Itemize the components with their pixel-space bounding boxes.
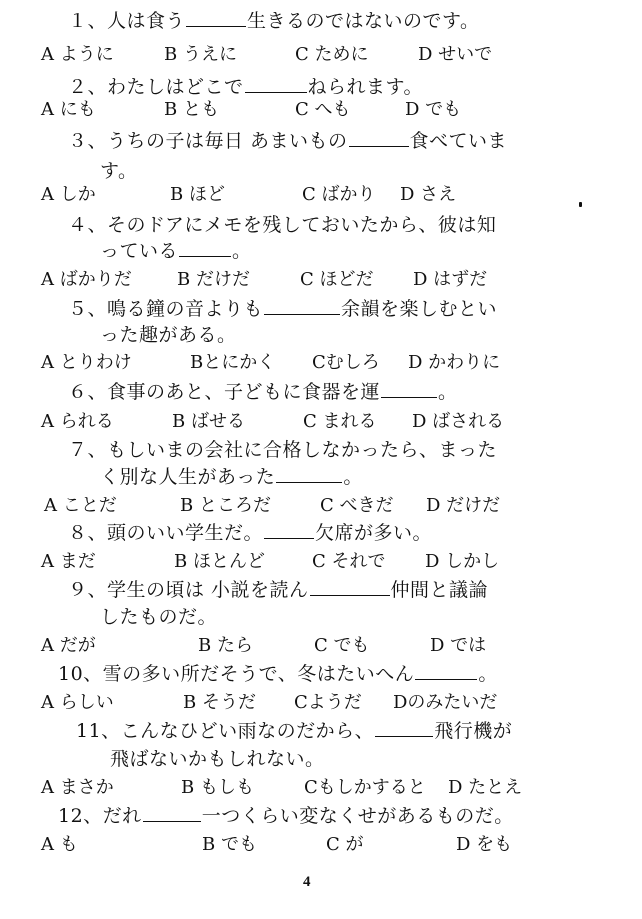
- question-text: したものだ。: [100, 606, 218, 628]
- question-3-option-B[interactable]: B ほど: [170, 184, 225, 205]
- question-9-option-C[interactable]: C でも: [314, 635, 370, 656]
- question-3-line-2: [100, 159, 137, 183]
- question-text: 生きるのではないのです。: [247, 10, 480, 32]
- question-text: 10、雪の多い所だそうで、冬はたいへん: [58, 663, 415, 685]
- question-1-option-C[interactable]: C ために: [295, 44, 369, 65]
- question-1-line-1: [68, 9, 480, 33]
- question-12-option-C[interactable]: C が: [326, 834, 364, 855]
- question-5-line-1: [68, 297, 497, 321]
- answer-blank[interactable]: [264, 297, 340, 315]
- question-text: った趣がある。: [100, 324, 237, 346]
- question-text: 飛ばないかもしれない。: [110, 748, 325, 770]
- question-text: ３、うちの子は毎日 あまいもの: [68, 130, 348, 152]
- question-12-option-A[interactable]: A も: [41, 834, 78, 855]
- answer-blank[interactable]: [179, 239, 231, 257]
- question-7-option-D[interactable]: D だけだ: [426, 495, 501, 516]
- question-1-option-D[interactable]: D せいで: [418, 44, 493, 65]
- question-text: す。: [100, 160, 138, 182]
- question-5-option-D[interactable]: D かわりに: [408, 352, 501, 373]
- question-text: ６、食事のあと、子どもに食器を運: [68, 381, 381, 403]
- answer-blank[interactable]: [276, 465, 342, 483]
- question-4-option-A[interactable]: A ばかりだ: [41, 269, 132, 290]
- answer-blank[interactable]: [415, 662, 477, 680]
- question-text: 仲間と議論: [390, 579, 489, 601]
- question-text: 11、こんなひどい雨なのだから、: [76, 720, 375, 742]
- answer-blank[interactable]: [375, 719, 433, 737]
- question-text: く別な人生があった: [100, 466, 276, 488]
- question-10-option-C[interactable]: Cようだ: [294, 692, 362, 713]
- question-text: 。: [478, 663, 498, 685]
- question-3-option-A[interactable]: A しか: [41, 184, 96, 205]
- question-9-line-2: [100, 605, 217, 629]
- question-4-option-C[interactable]: C ほどだ: [300, 269, 374, 290]
- question-2-line-1: [68, 75, 423, 99]
- answer-blank[interactable]: [264, 521, 314, 539]
- question-10-option-D[interactable]: Dのみたいだ: [393, 692, 498, 713]
- question-7-line-1: [68, 438, 497, 462]
- question-6-option-A[interactable]: A られる: [41, 411, 114, 432]
- question-5-option-B[interactable]: Bとにかく: [190, 352, 276, 373]
- question-1-option-B[interactable]: B うえに: [164, 44, 237, 65]
- question-11-option-A[interactable]: A まさか: [41, 777, 114, 798]
- answer-blank[interactable]: [186, 9, 246, 27]
- answer-blank[interactable]: [381, 380, 437, 398]
- question-6-line-1: [68, 380, 458, 404]
- question-5-option-C[interactable]: Cむしろ: [312, 352, 380, 373]
- speck-mark: [579, 202, 582, 207]
- question-text: 欠席が多い。: [315, 522, 433, 544]
- question-text: ねられます。: [307, 76, 423, 98]
- question-4-option-D[interactable]: D はずだ: [413, 269, 488, 290]
- question-9-option-B[interactable]: B たら: [198, 635, 253, 656]
- question-7-line-2: [100, 465, 363, 489]
- question-9-line-1: [68, 578, 488, 602]
- answer-blank[interactable]: [143, 804, 201, 822]
- question-11-line-2: [110, 747, 325, 771]
- question-8-option-C[interactable]: C それで: [312, 551, 386, 572]
- question-2-option-B[interactable]: B とも: [164, 99, 219, 120]
- question-9-option-D[interactable]: D では: [430, 635, 487, 656]
- page-number: 4: [303, 874, 311, 890]
- question-12-line-1: [58, 804, 514, 828]
- question-text: ４、そのドアにメモを残しておいたから、彼は知: [68, 214, 497, 236]
- question-4-line-2: [100, 239, 252, 263]
- question-7-option-A[interactable]: A ことだ: [44, 495, 117, 516]
- question-8-option-B[interactable]: B ほとんど: [174, 551, 265, 572]
- question-text: １、人は食う: [68, 10, 186, 32]
- question-7-option-B[interactable]: B ところだ: [180, 495, 271, 516]
- question-text: ２、わたしはどこで: [68, 76, 244, 98]
- question-text: 。: [438, 381, 458, 403]
- question-3-option-D[interactable]: D さえ: [400, 184, 457, 205]
- question-text: 一つくらい変なくせがあるものだ。: [201, 805, 514, 827]
- question-7-option-C[interactable]: C べきだ: [320, 495, 394, 516]
- question-text: 。: [343, 466, 363, 488]
- question-text: 余韻を楽しむとい: [341, 298, 498, 320]
- question-8-line-1: [68, 521, 432, 545]
- question-11-option-B[interactable]: B もしも: [181, 777, 254, 798]
- question-3-line-1: [68, 129, 507, 153]
- question-2-option-D[interactable]: D でも: [405, 99, 462, 120]
- question-8-option-D[interactable]: D しかし: [425, 551, 500, 572]
- question-10-line-1: [58, 662, 498, 686]
- question-2-option-A[interactable]: A にも: [41, 99, 96, 120]
- question-4-line-1: [68, 213, 496, 237]
- question-text: ９、学生の頃は 小説を読ん: [68, 579, 309, 601]
- answer-blank[interactable]: [349, 129, 409, 147]
- question-text: ５、鳴る鐘の音よりも: [68, 298, 264, 320]
- question-6-option-D[interactable]: D ばされる: [412, 411, 505, 432]
- question-text: ８、頭のいい学生だ。: [68, 522, 264, 544]
- question-10-option-A[interactable]: A らしい: [41, 692, 114, 713]
- question-9-option-A[interactable]: A だが: [41, 635, 96, 656]
- question-text: 。: [232, 240, 252, 262]
- question-12-option-D[interactable]: D をも: [456, 834, 513, 855]
- question-2-option-C[interactable]: C へも: [295, 99, 351, 120]
- question-text: っている: [100, 240, 179, 262]
- question-5-option-A[interactable]: A とりわけ: [41, 352, 132, 373]
- answer-blank[interactable]: [245, 75, 307, 93]
- question-11-option-C[interactable]: Cもしかすると: [304, 777, 426, 798]
- question-11-option-D[interactable]: D たとえ: [448, 777, 523, 798]
- question-6-option-B[interactable]: B ばせる: [172, 411, 245, 432]
- question-3-option-C[interactable]: C ばかり: [302, 184, 376, 205]
- question-4-option-B[interactable]: B だけだ: [177, 269, 250, 290]
- question-11-line-1: [76, 719, 512, 743]
- question-12-option-B[interactable]: B でも: [202, 834, 257, 855]
- question-text: 食べていま: [409, 130, 508, 152]
- question-8-option-A[interactable]: A まだ: [41, 551, 96, 572]
- question-text: 飛行機が: [434, 720, 513, 742]
- question-text: 12、だれ: [58, 805, 142, 827]
- question-5-line-2: [100, 323, 237, 347]
- question-10-option-B[interactable]: B そうだ: [183, 692, 256, 713]
- question-text: ７、もしいまの会社に合格しなかったら、まった: [68, 439, 498, 461]
- question-6-option-C[interactable]: C まれる: [303, 411, 377, 432]
- question-1-option-A[interactable]: A ように: [41, 44, 114, 65]
- answer-blank[interactable]: [310, 578, 390, 596]
